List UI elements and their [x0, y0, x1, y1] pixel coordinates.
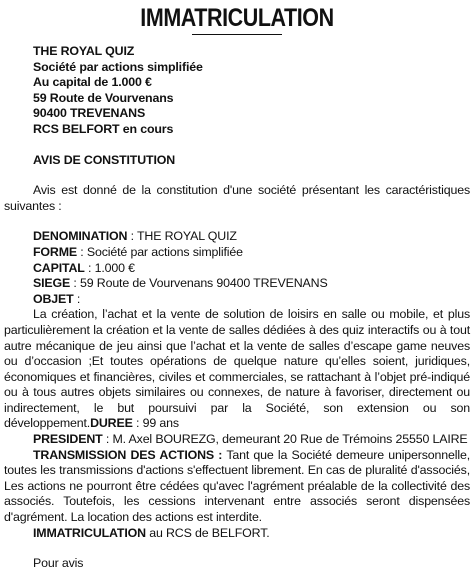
- objet-colon: :: [73, 291, 81, 306]
- company-form: Société par actions simplifiée: [33, 59, 203, 74]
- forme-value: : Société par actions simplifiée: [77, 244, 243, 259]
- president-value: : M. Axel BOUREZG, demeurant 20 Rue de Trémoins 25550 LAIRE: [102, 432, 468, 447]
- field-president: [4, 432, 470, 448]
- immatriculation-value: au RCS de BELFORT.: [145, 525, 270, 540]
- closing-text: Pour avis: [33, 556, 84, 571]
- president-label: PRESIDENT: [33, 432, 103, 447]
- denomination-label: DENOMINATION: [33, 229, 128, 244]
- forme-label: FORME: [33, 244, 77, 259]
- company-name: THE ROYAL QUIZ: [33, 44, 135, 58]
- field-denomination: [4, 229, 470, 245]
- intro-paragraph: Avis est donné de la constitution d'une société présentant les caractéristiques suivantes :: [4, 183, 470, 213]
- avis-title: AVIS DE CONSTITUTION: [33, 152, 176, 167]
- fields-section: [4, 229, 470, 541]
- title-underline: [192, 34, 282, 35]
- company-address: 59 Route de Vourvenans: [33, 90, 174, 105]
- objet-label: OBJET: [33, 291, 74, 306]
- siege-value: : 59 Route de Vourvenans 90400 TREVENANS: [70, 276, 328, 291]
- company-city: 90400 TREVENANS: [33, 106, 146, 121]
- company-header: [4, 44, 470, 138]
- field-forme: [4, 245, 470, 261]
- transmission-paragraph: [4, 448, 470, 526]
- capital-label: CAPITAL: [33, 260, 85, 275]
- duree-value: : 99 ans: [132, 416, 179, 431]
- denomination-value: : THE ROYAL QUIZ: [127, 229, 237, 244]
- capital-value: : 1.000 €: [84, 260, 135, 275]
- objet-text: La création, l’achat et la vente de solution de loisirs en salle ou mobile, et plus particulièrement la création et la vente de salles dédiées à des quiz interactifs ou à tout autre mécanique de jeu ainsi que l’achat et la vente de salles d’escape game neuves ou d’occasion ;Et toutes opérations de quelque nature qu’elles soient, juridiques, économiques et financières, civiles et commerciales, se rattachant à l’objet pré-indiqué ou à tous autres objets similaires ou connexes, de nature à favoriser, directement ou indirectement, le but poursuivi par la Société, son extension ou son développement.: [4, 307, 470, 431]
- transmission-label: TRANSMISSION DES ACTIONS :: [33, 447, 223, 462]
- company-rcs: RCS BELFORT en cours: [33, 121, 174, 136]
- siege-label: SIEGE: [33, 276, 71, 291]
- field-objet: [4, 292, 470, 308]
- field-siege: [4, 276, 470, 292]
- field-immatriculation: [4, 526, 470, 542]
- transmission-value: Tant que la Société demeure unipersonnelle, toutes les transmissions d'actions s'effectuent librement. En cas de pluralité d'associés, Les actions ne pourront être cédées qu'avec l'agrément préalable de la collectivité des associés. Toutefois, les cessions intervenant entre associés seront dispensées d'agrément. La location des actions est interdite.: [4, 447, 471, 525]
- immatriculation-label: IMMATRICULATION: [33, 525, 146, 540]
- field-capital: [4, 261, 470, 277]
- objet-paragraph: [4, 307, 470, 432]
- page-title: IMMATRICULATION: [140, 4, 334, 32]
- duree-label: DUREE: [90, 416, 133, 431]
- company-capital: Au capital de 1.000 €: [33, 75, 152, 90]
